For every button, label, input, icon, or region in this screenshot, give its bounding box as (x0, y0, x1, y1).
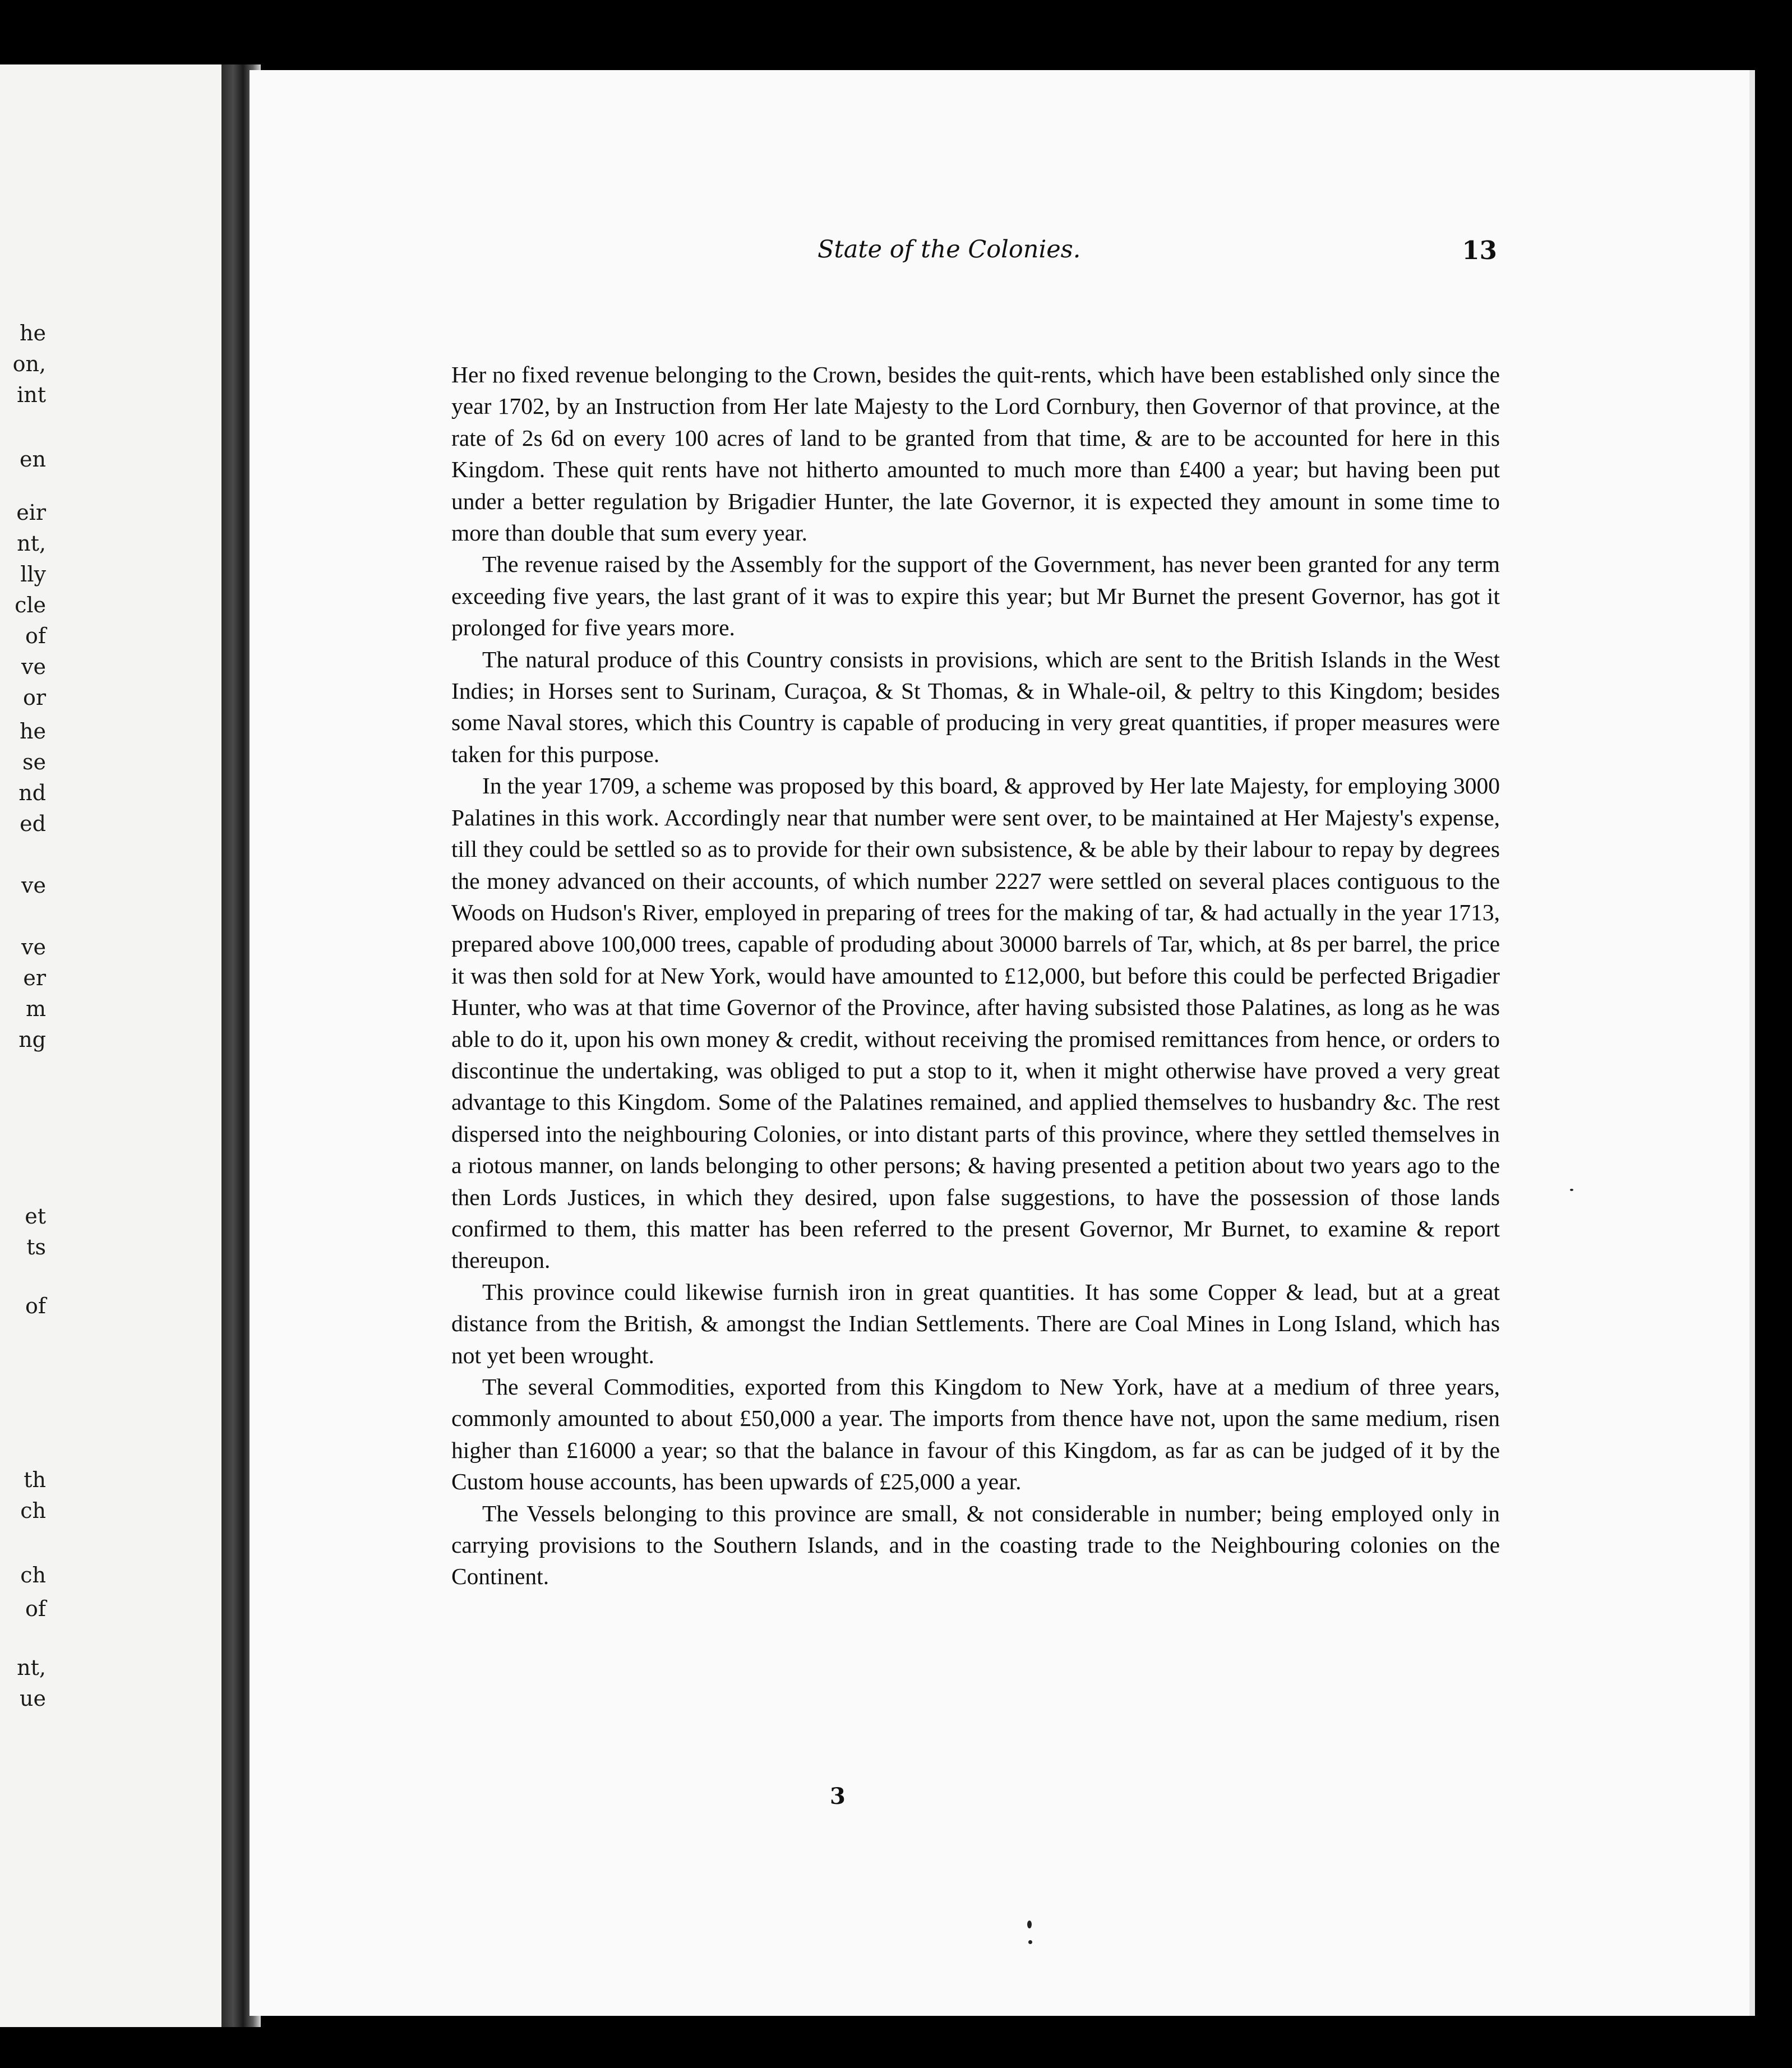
ink-speck (1027, 1921, 1032, 1928)
left-margin-fragment: ed (20, 811, 46, 836)
left-margin-fragment: on, (12, 352, 46, 376)
ink-speck (1028, 1940, 1032, 1944)
left-margin-fragment: en (20, 447, 46, 472)
left-margin-fragment: ch (20, 1498, 46, 1523)
running-title: State of the Colonies. (818, 236, 1081, 264)
left-margin-fragment: of (25, 1596, 46, 1621)
left-margin-fragment: se (22, 750, 46, 774)
paragraph: This province could likewise furnish iron in great quantities. It has some Copper & lead, but at a great distance from the British, & amongst the Indian Settlements. There are Coal Mines in Long Island, which has not yet been wrought. (451, 1278, 1500, 1368)
left-margin-fragment: of (25, 1294, 46, 1318)
left-margin-fragment: ch (20, 1563, 46, 1587)
left-margin-fragment: or (22, 685, 46, 710)
left-margin-fragment: er (23, 966, 46, 990)
left-margin-fragment: ts (26, 1235, 46, 1259)
left-margin-fragment: th (24, 1467, 46, 1492)
left-margin-fragment: nd (19, 781, 46, 805)
left-margin-fragment: ve (21, 654, 46, 679)
paragraph: In the year 1709, a scheme was proposed by this board, & approved by Her late Majesty, for employing 3000 Palatines in this work. Accordingly near that number were sent over, to be maintained at Her Majesty's expense, till they could be settled so as to provide for their own subsistence, & be able by their labour to repay by degrees the money advanced on their accounts, of which number 2227 were settled on several places contiguous to the Woods on Hudson's River, employed in preparing of trees for the making of tar, & had actually in the year 1713, prepared above 100,000 trees, capable of produding about 30000 barrels of Tar, which, at 8s per barrel, the price it was then sold for at New York, would have amounted to £12,000, but before this could be perfected Brigadier Hunter, who was at that time Governor of the Province, after having subsisted those Palatines, as long as he was able to do it, upon his own money & credit, without receiving the promised remittances from hence, or orders to discontinue the undertaking, was obliged to put a stop to it, when it might otherwise have proved a very great advantage to this Kingdom. Some of the Palatines remained, and applied themselves to husbandry &c. The rest dispersed into the neighbouring Colonies, or into distant parts of this province, where they settled themselves in a riotous manner, on lands belonging to other persons; & having presented a petition about two years ago to the then Lords Justices, in which they desired, upon false suggestions, to have the possession of those lands confirmed to them, this matter has been referred to the present Governor, Mr Burnet, to examine & report thereupon. (451, 773, 1500, 1273)
body-text (451, 359, 1500, 1592)
left-margin-fragment: he (20, 719, 46, 744)
left-margin-fragment: lly (20, 562, 46, 587)
signature-mark: 3 (830, 1783, 846, 1810)
left-margin-fragment: et (25, 1204, 46, 1229)
left-margin-fragment: nt, (17, 1655, 46, 1680)
left-margin-fragment: ue (20, 1686, 46, 1711)
left-margin-fragment: ng (19, 1027, 46, 1052)
page-number: 13 (1462, 236, 1497, 265)
left-page (0, 64, 221, 2027)
paragraph: The revenue raised by the Assembly for the support of the Government, has never been granted for any term exceeding five years, the last grant of it was to expire this year; but Mr Burnet the present Governor, has got it prolonged for five years more. (451, 551, 1500, 641)
page-header (578, 236, 1497, 269)
paragraph: The Vessels belonging to this province are small, & not considerable in number; being employed only in carrying provisions to the Southern Islands, and in the coasting trade to the Neighbouring colonies on the Continent. (451, 1500, 1500, 1590)
left-margin-fragment: ve (21, 935, 46, 959)
left-margin-fragment: cle (15, 593, 46, 617)
left-margin-fragment: nt, (17, 531, 46, 556)
left-margin-fragment: he (20, 321, 46, 345)
paragraph: The several Commodities, exported from this Kingdom to New York, have at a medium of three years, commonly amounted to about £50,000 a year. The imports from thence have not, upon the same medium, risen higher than £16000 a year; so that the balance in favour of this Kingdom, as far as can be judged of it by the Custom house accounts, has been upwards of £25,000 a year. (451, 1374, 1500, 1495)
left-margin-fragment: eir (16, 500, 46, 525)
left-margin-fragment: of (25, 624, 46, 648)
left-margin-fragment: ve (21, 873, 46, 898)
paragraph: Her no fixed revenue belonging to the Crown, besides the quit-rents, which have been established only since the year 1702, by an Instruction from Her late Majesty to the Lord Cornbury, then Governor of that province, at the rate of 2s 6d on every 100 acres of land to be granted from that time, & are to be accounted for here in this Kingdom. These quit rents have not hitherto amounted to much more than £400 a year; but having been put under a better regulation by Brigadier Hunter, the late Governor, it is expected they amount in some time to more than double that sum every year. (451, 362, 1500, 546)
ink-speck (1570, 1189, 1573, 1191)
paragraph: The natural produce of this Country consists in provisions, which are sent to the British Islands in the West Indies; in Horses sent to Surinam, Curaçoa, & St Thomas, & in Whale-oil, & peltry to this Kingdom; besides some Naval stores, which this Country is capable of producing in very great quantities, if proper measures were taken for this purpose. (451, 646, 1500, 767)
left-margin-fragment: int (17, 382, 46, 407)
left-margin-fragment: m (25, 996, 46, 1021)
